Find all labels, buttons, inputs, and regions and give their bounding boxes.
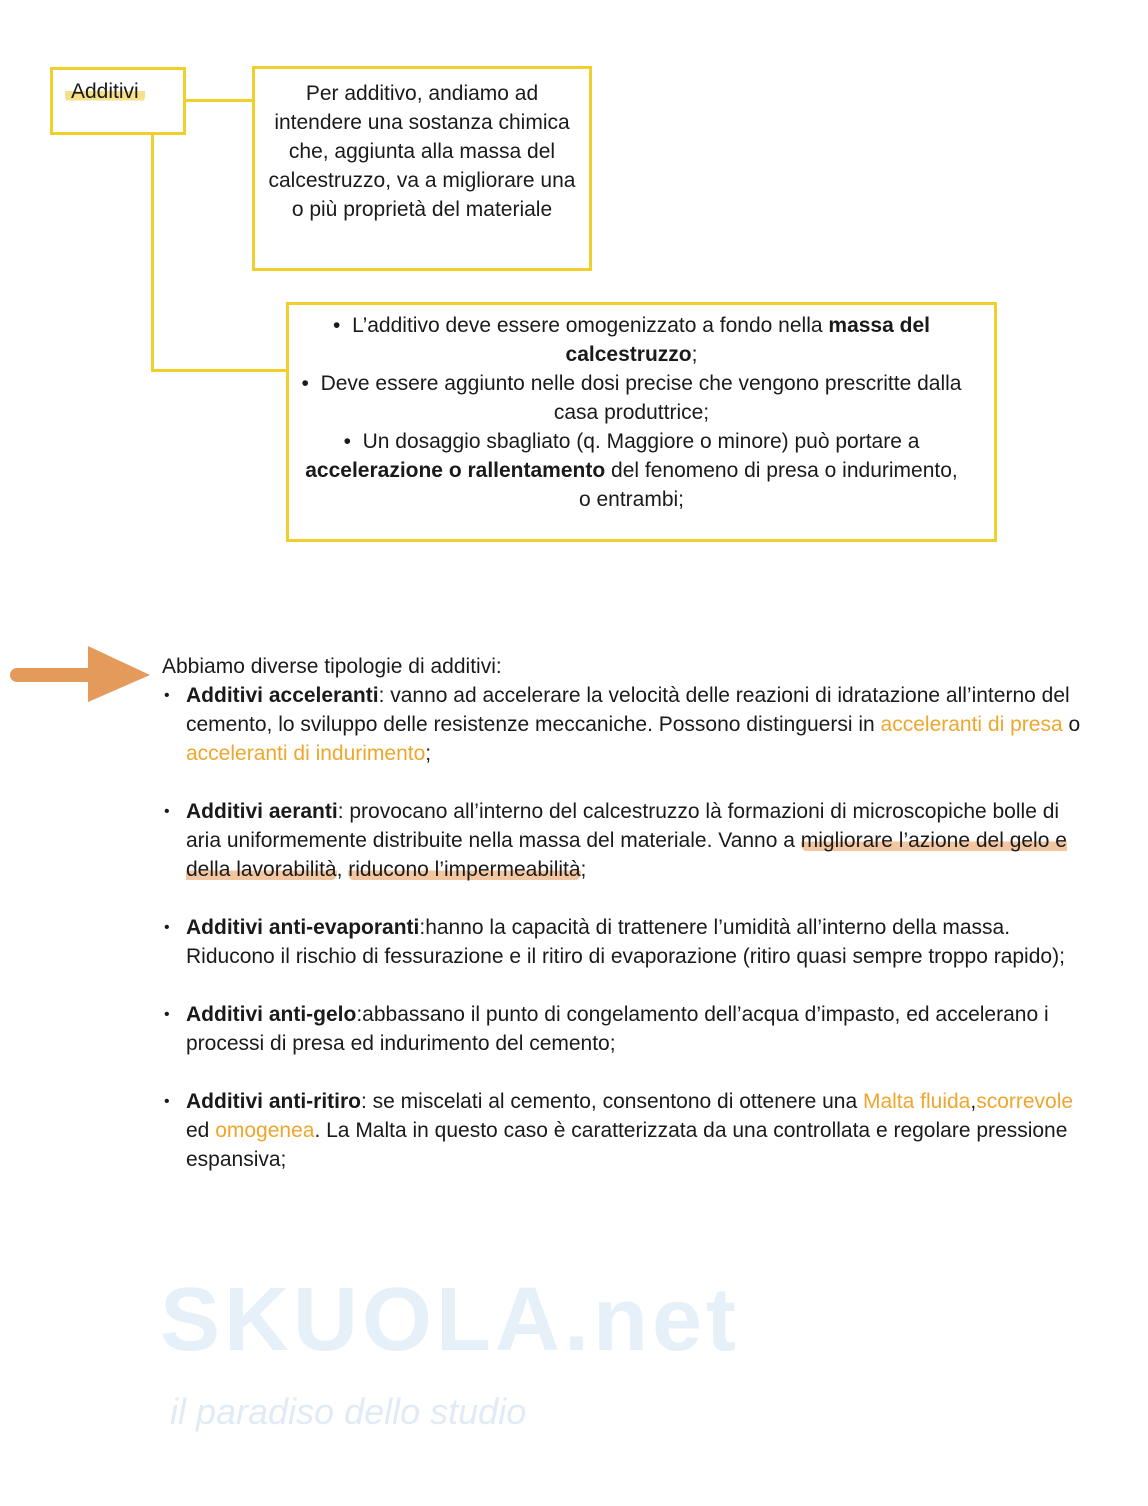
intro: Abbiamo diverse tipologie di additivi: bbox=[162, 655, 502, 678]
list-item: • Additivi aeranti: provocano all’interno del calcestruzzo là formazioni di microscopiche bolle di aria uniformemente distribuite nella massa del materiale. Vanno a migliorare l’azione del gelo e della lavorabilità, riducono l’impermeabilità; bbox=[162, 797, 1082, 884]
note-item: • Deve essere aggiunto nelle dosi precise che vengono prescritte dalla casa produttrice; bbox=[301, 372, 962, 424]
watermark-logo: SKUOLA.net bbox=[160, 1270, 740, 1370]
root-label: Additivi bbox=[65, 80, 145, 104]
list-item: • Additivi anti-gelo:abbassano il punto di congelamento dell’acqua d’impasto, ed accelerano i processi di presa ed indurimento del cemento; bbox=[162, 1000, 1082, 1058]
definition-node: Per additivo, andiamo ad intendere una sostanza chimica che, aggiunta alla massa del calcestruzzo, va a migliorare una o più proprietà del materiale bbox=[252, 66, 592, 271]
list-item: • Additivi anti-evaporanti:hanno la capacità di trattenere l’umidità all’interno della massa. Riducono il rischio di fessurazione e il ritiro di evaporazione (ritiro quasi sempre troppo rapido); bbox=[162, 913, 1082, 971]
list-item: • Additivi acceleranti: vanno ad accelerare la velocità delle reazioni di idratazione all’interno del cemento, lo sviluppo delle resistenze meccaniche. Possono distinguersi in acceleranti di presa o acceleranti di indurimento; bbox=[162, 681, 1082, 768]
connector-line bbox=[151, 134, 154, 372]
notes-node bbox=[286, 302, 997, 542]
note-item: • Un dosaggio sbagliato (q. Maggiore o minore) può portare a accelerazione o rallentamento del fenomeno di presa o indurimento, o entrambi; bbox=[305, 430, 958, 511]
connector-line bbox=[185, 99, 253, 102]
additive-types bbox=[162, 652, 1082, 1203]
note-item: • L’additivo deve essere omogenizzato a fondo nella massa del calcestruzzo; bbox=[333, 314, 930, 366]
root-node bbox=[50, 67, 186, 135]
connector-line bbox=[151, 369, 287, 372]
watermark-tagline: il paradiso dello studio bbox=[170, 1391, 527, 1432]
arrow-icon bbox=[8, 646, 153, 704]
list-item: • Additivi anti-ritiro: se miscelati al cemento, consentono di ottenere una Malta fluida,scorrevole ed omogenea. La Malta in questo caso è caratterizzata da una controllata e regolare pressione espansiva; bbox=[162, 1087, 1082, 1174]
